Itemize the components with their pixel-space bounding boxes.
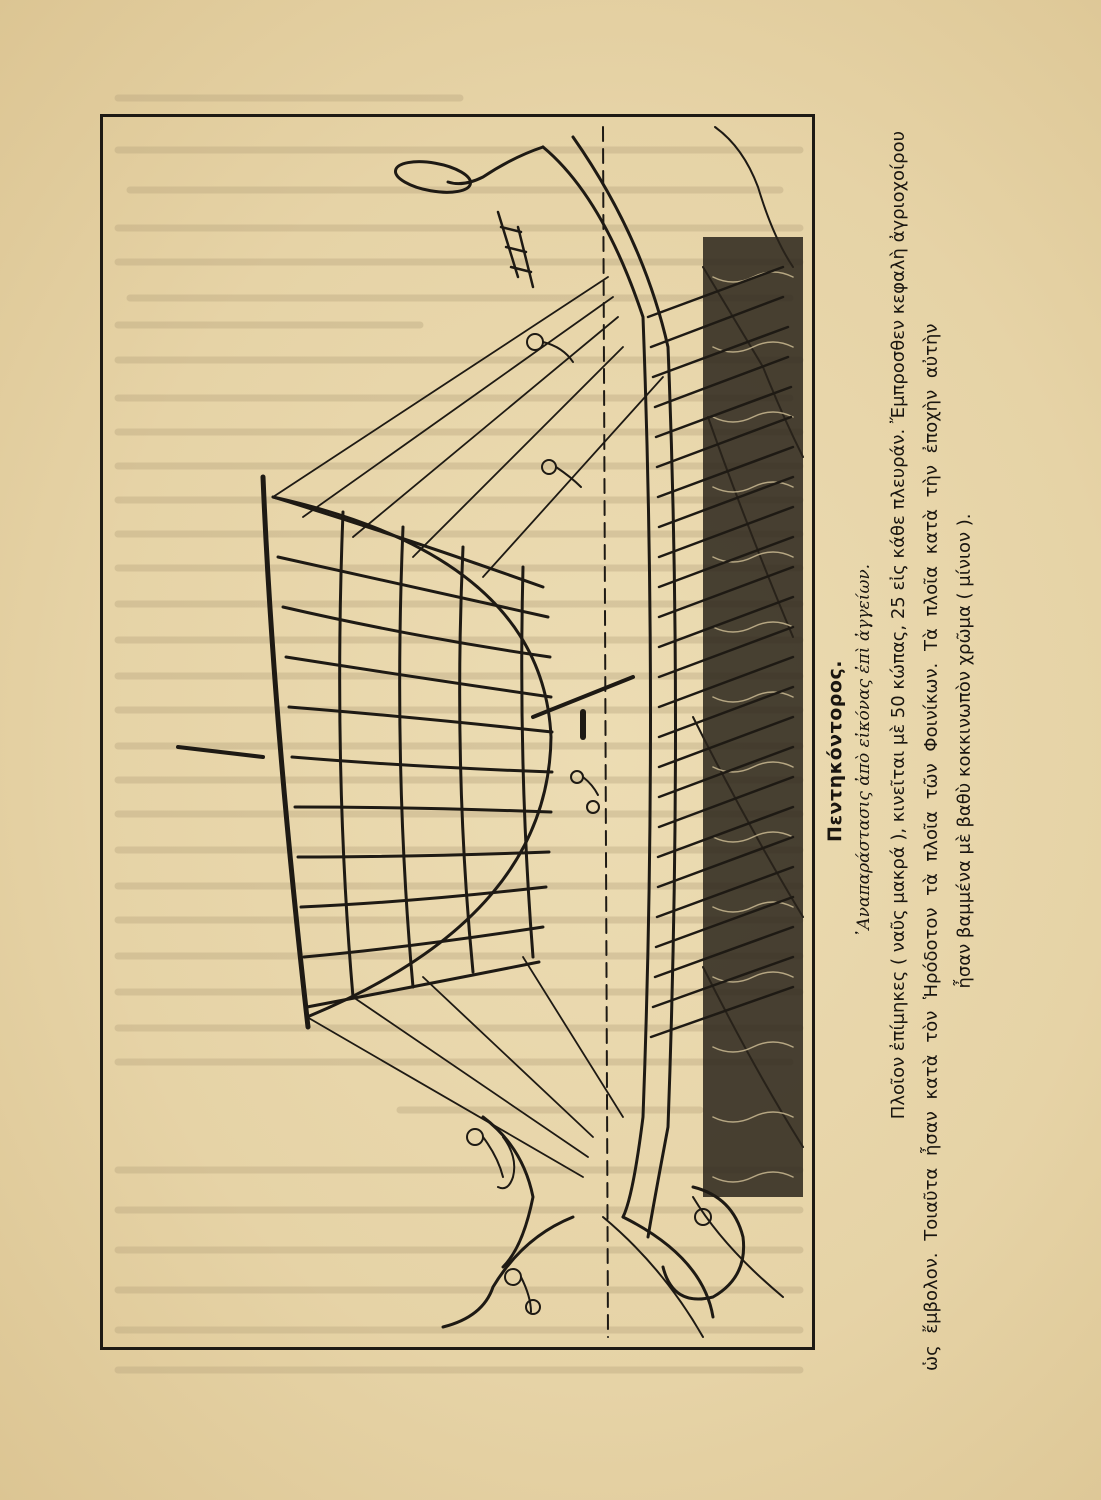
pentekonter-ship-drawing <box>103 117 812 1347</box>
sail <box>273 497 552 1017</box>
caption-line-3: ἦσαν βαμμένα μὲ βαθὺ κοκκινωπὸν χρῶμα ( μίνιον ). <box>954 513 975 989</box>
caption-subtitle: ᾿Αναπαράστασις ἀπὸ εἰκόνας ἐπὶ ἀγγείων. <box>854 563 874 939</box>
caption-line-2: ὡς ἔμβολον. Τοιαῦτα ἦσαν κατὰ τὸν Ἡρόδοτον τὰ πλοῖα τῶν Φοινίκων. Τὰ πλοῖα κατὰ τὴν ἐποχὴν αὐτὴν <box>921 323 942 1371</box>
horizon-line <box>603 127 608 1337</box>
stern-post <box>448 147 543 184</box>
caption-line-1: Πλοῖον ἐπίμηκες ( ναῦς μακρά ), κινεῖται μὲ 50 κώπας, 25 εἰς κάθε πλευράν. Ἔμπροσθεν κεφαλὴ ἀγριοχοίρου <box>888 131 909 1120</box>
ram-bow <box>623 1217 713 1317</box>
sea-mass <box>703 237 803 1197</box>
ship-illustration-frame <box>100 114 815 1350</box>
bow-screen <box>483 1117 533 1267</box>
steering-ladder <box>498 212 533 287</box>
caption-rotated-block <box>820 101 990 1401</box>
masthead <box>178 747 263 757</box>
figure-caption <box>820 96 990 1406</box>
caption-body <box>882 101 981 1401</box>
hull-side <box>573 137 676 1237</box>
caption-title: Πεντηκόντορος. <box>824 660 846 842</box>
boar-head-ram <box>663 1187 744 1299</box>
